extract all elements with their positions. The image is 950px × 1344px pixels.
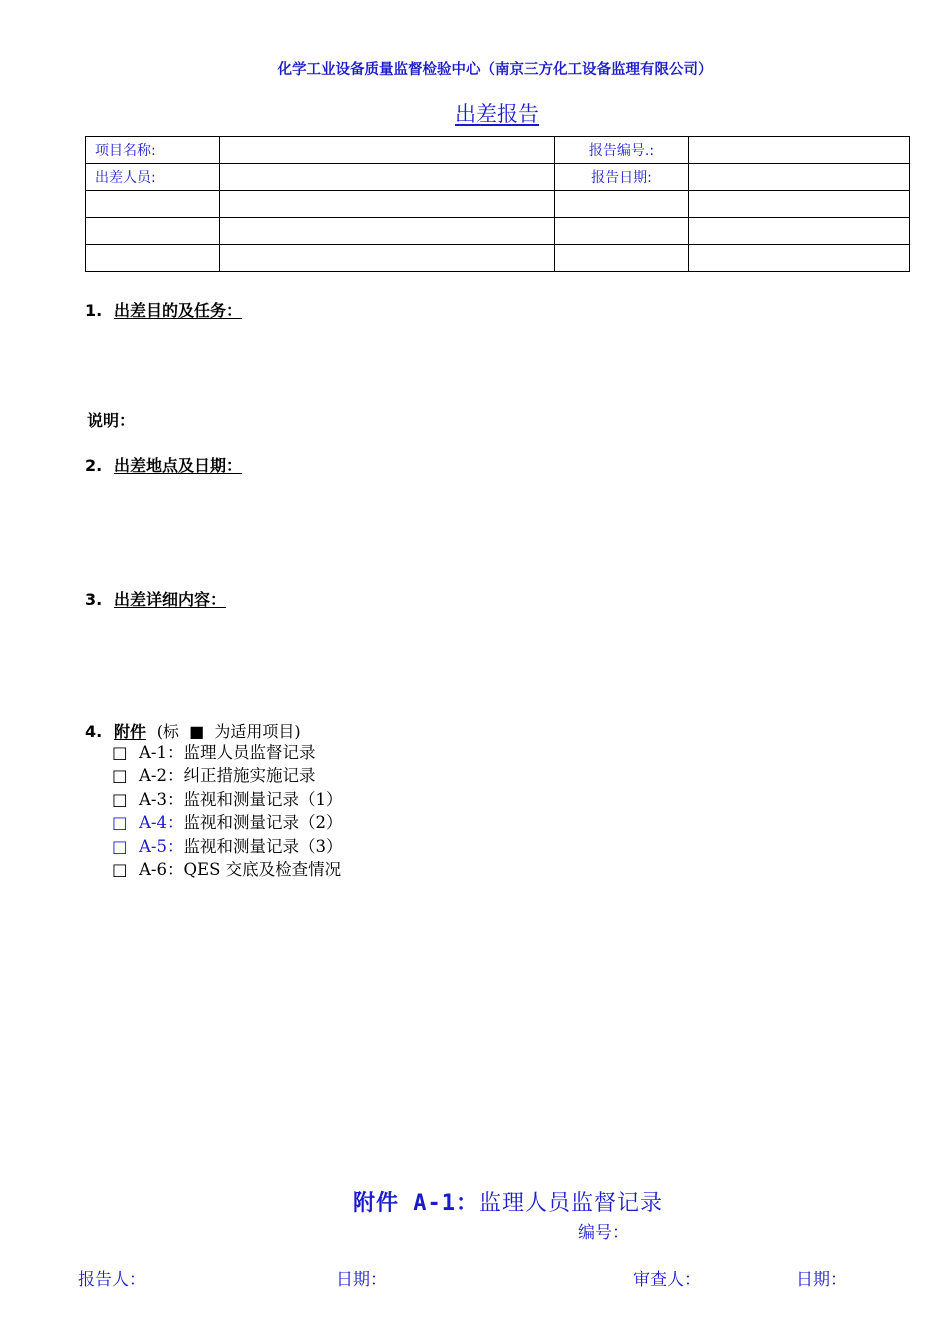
hint-text: 为适用项目)	[214, 722, 301, 741]
report-number-label: 报告编号.:	[555, 137, 689, 164]
section-number: 2.	[85, 456, 103, 475]
section-number: 4.	[85, 722, 103, 741]
table-cell[interactable]	[86, 245, 220, 272]
table-cell[interactable]	[86, 218, 220, 245]
section-2-heading	[85, 453, 242, 476]
report-number-field[interactable]	[689, 137, 910, 164]
applicable-hint	[152, 722, 301, 741]
table-row	[86, 164, 910, 191]
list-item	[112, 835, 343, 858]
attachment-code: A-3：	[139, 789, 184, 809]
attachment-code: A-5：	[139, 836, 184, 856]
section-1-heading	[85, 298, 242, 321]
list-item	[112, 741, 343, 764]
attachment-name: QES 交底及检查情况	[183, 860, 342, 880]
project-name-field[interactable]	[220, 137, 555, 164]
table-cell[interactable]	[689, 191, 910, 218]
section-number: 3.	[85, 590, 103, 609]
review-date-label: 日期：	[796, 1270, 847, 1290]
checkbox[interactable]: □	[112, 813, 128, 833]
annex-prefix: 附件 A-1：	[353, 1191, 479, 1216]
reviewer-label: 审查人：	[633, 1270, 701, 1290]
report-date-label: 报告日期:	[555, 164, 689, 191]
section-number: 1.	[85, 301, 103, 320]
attachment-list	[112, 741, 343, 881]
attachment-name: 监视和测量记录（2）	[183, 813, 343, 833]
travelers-label: 出差人员:	[86, 164, 220, 191]
attachment-name: 纠正措施实施记录	[183, 766, 316, 786]
checkbox[interactable]: □	[112, 836, 128, 856]
checkbox[interactable]: □	[112, 766, 128, 786]
section-4-title: 附件	[114, 722, 147, 741]
table-cell[interactable]	[220, 218, 555, 245]
table-row	[86, 245, 910, 272]
project-name-label: 项目名称:	[86, 137, 220, 164]
list-item	[112, 858, 343, 881]
attachment-name: 监理人员监督记录	[183, 743, 316, 762]
attachment-code: A-6：	[139, 860, 184, 880]
table-cell[interactable]	[555, 191, 689, 218]
section-3-heading	[85, 587, 226, 610]
section-1-title: 出差目的及任务：	[114, 301, 243, 320]
attachment-code: A-1：	[139, 743, 184, 762]
table-cell[interactable]	[689, 245, 910, 272]
checkbox[interactable]: □	[112, 860, 128, 880]
list-item	[112, 811, 343, 834]
section-2-title: 出差地点及日期：	[114, 456, 243, 475]
checkbox[interactable]: □	[112, 789, 128, 809]
table-cell[interactable]	[220, 245, 555, 272]
annex-title: 监理人员监督记录	[478, 1191, 663, 1216]
table-cell[interactable]	[220, 191, 555, 218]
table-cell[interactable]	[555, 245, 689, 272]
table-cell[interactable]	[555, 218, 689, 245]
hint-open: (标	[156, 722, 179, 741]
table-cell[interactable]	[689, 218, 910, 245]
annex-heading	[0, 1186, 950, 1217]
table-row	[86, 137, 910, 164]
travelers-field[interactable]	[220, 164, 555, 191]
table-row	[86, 218, 910, 245]
list-item	[112, 764, 343, 787]
list-item	[112, 788, 343, 811]
section-3-title: 出差详细内容：	[114, 590, 227, 609]
attachment-name: 监视和测量记录（1）	[183, 789, 343, 809]
organization-header: 化学工业设备质量监督检验中心（南京三方化工设备监理有限公司）	[277, 62, 713, 78]
note-label: 说明：	[87, 411, 136, 430]
attachment-code: A-4：	[139, 813, 184, 833]
section-4-heading	[85, 719, 301, 742]
date-label: 日期：	[336, 1270, 387, 1290]
attachment-name: 监视和测量记录（3）	[183, 836, 343, 856]
serial-number-label: 编号：	[578, 1223, 629, 1243]
table-row	[86, 191, 910, 218]
report-info-table	[85, 136, 910, 272]
filled-square-icon: ■	[189, 722, 205, 741]
page-title: 出差报告	[455, 102, 539, 126]
reporter-label: 报告人：	[78, 1270, 146, 1290]
attachment-code: A-2：	[139, 766, 184, 786]
table-cell[interactable]	[86, 191, 220, 218]
checkbox[interactable]: □	[112, 743, 128, 762]
report-date-field[interactable]	[689, 164, 910, 191]
